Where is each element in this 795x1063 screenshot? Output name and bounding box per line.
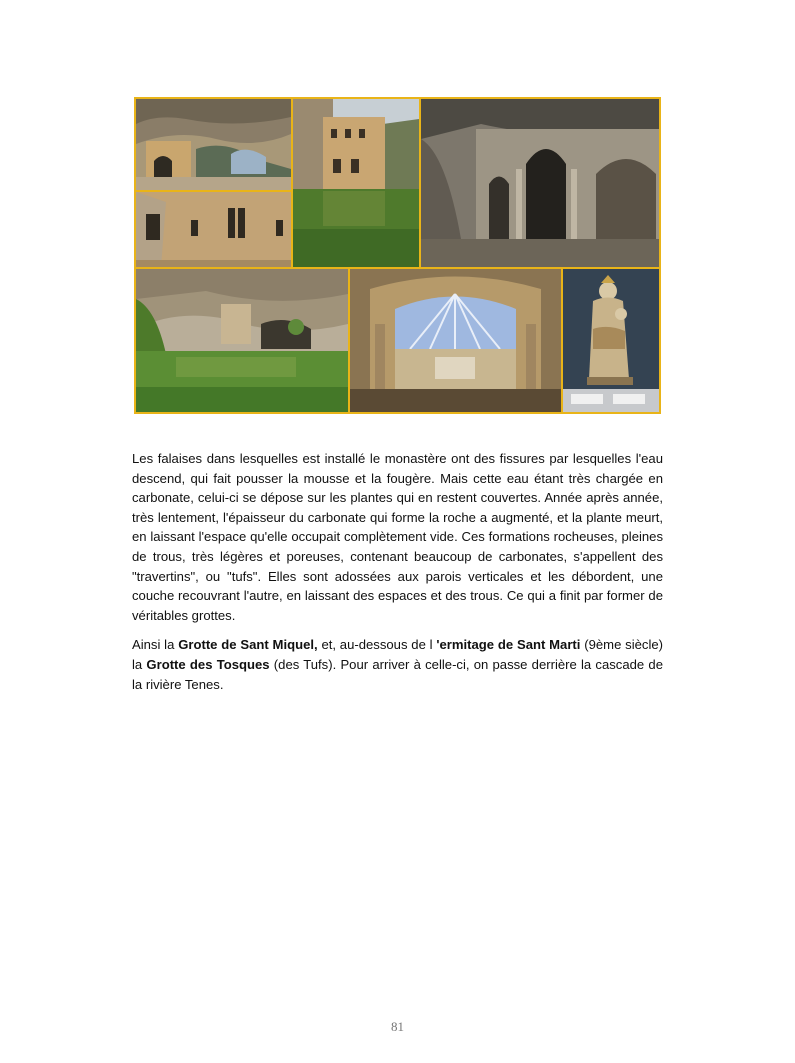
place-name: Grotte de Sant Miquel, [178,637,318,653]
photo-collage [134,97,661,414]
paragraph-grottes [132,635,663,694]
paragraph-travertins: Les falaises dans lesquelles est installé le monastère ont des fissures par lesquelles l'eau descend, qui fait pousser la mousse et la fougère. Mais cette eau étant très chargée en carbonate, celui-ci se dépose sur les plantes qui en restent couvertes. Année après année, très lentement, l'épaisseur du carbonate qui forme la roche a augmenté, et la plante meurt, en laissant l'espace qu'elle occupait complètement vide. Ces formations rocheuses, pleines de trous, très légères et poreuses, contenant beaucoup de carbonates, s'appellent des "travertins", ou "tufs". Elles sont adossées aux parois verticales et les débordent, une couche recouvrant l'autre, en laissant des espaces et des trous. Ce qui a finit par former de véritables grottes. [132,451,663,623]
place-name: Grotte des Tosques [146,656,270,672]
photo-monastery-reflection [293,99,419,267]
photo-stone-windows [136,192,291,267]
place-name: 'ermitage de Sant Marti [436,637,581,653]
paragraph-text: et, au-dessous de l [317,637,437,653]
photo-madonna-statue [563,269,659,412]
photo-cave-lake [136,269,348,412]
paragraph-text: (des Tufs). Pour arriver à celle-ci, on passe derrière la cascade de la rivière Tenes. [132,656,663,692]
page-number: 81 [391,1019,404,1034]
paragraph-text: (9ème siècle) la [132,637,663,672]
document-body [132,449,663,704]
photo-romanesque-arches [421,99,659,267]
photo-chapel-interior [350,269,561,412]
photo-cave-overhang [136,99,291,190]
paragraph-text: Ainsi la [132,637,179,653]
